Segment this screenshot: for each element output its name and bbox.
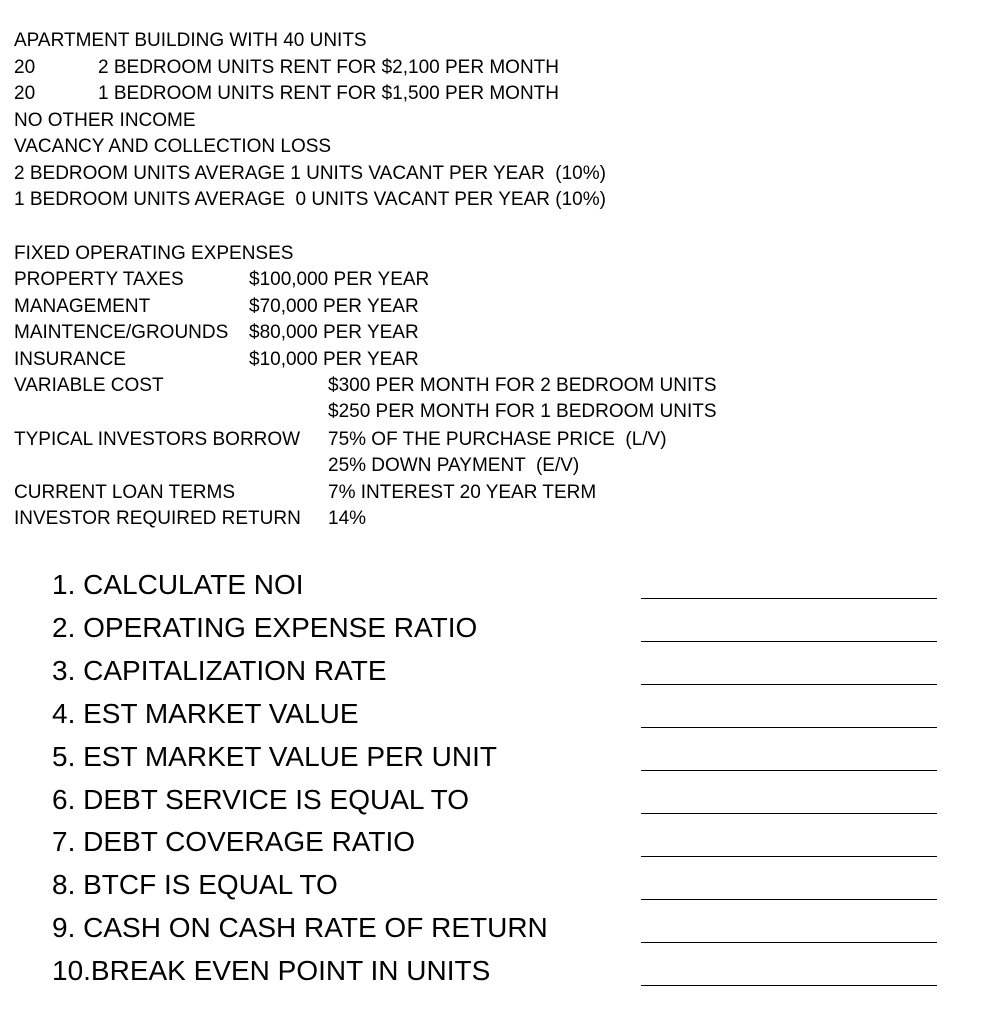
question-6: 6. DEBT SERVICE IS EQUAL TO [52,784,470,815]
vacancy-2br: 2 BEDROOM UNITS AVERAGE 1 UNITS VACANT PER YEAR (10%) [14,163,606,184]
answer-blank-2[interactable] [641,641,937,642]
answer-blank-1[interactable] [641,598,937,599]
variable-cost-label: VARIABLE COST [14,375,164,396]
answer-blank-5[interactable] [641,770,937,771]
unit-rent-2br: 2 BEDROOM UNITS RENT FOR $2,100 PER MONTH [98,57,560,78]
expense-value-maintenance: $80,000 PER YEAR [249,322,419,343]
variable-cost-2br: $300 PER MONTH FOR 2 BEDROOM UNITS [328,375,717,396]
question-8: 8. BTCF IS EQUAL TO [52,869,338,900]
unit-count-2br: 20 [14,57,36,78]
question-1: 1. CALCULATE NOI [52,569,304,600]
expense-label-insurance: INSURANCE [14,349,126,370]
variable-cost-1br: $250 PER MONTH FOR 1 BEDROOM UNITS [328,401,717,422]
document-title: APARTMENT BUILDING WITH 40 UNITS [14,30,367,51]
vacancy-heading: VACANCY AND COLLECTION LOSS [14,136,332,157]
required-return-label: INVESTOR REQUIRED RETURN [14,508,301,529]
question-9: 9. CASH ON CASH RATE OF RETURN [52,912,548,943]
unit-rent-1br: 1 BEDROOM UNITS RENT FOR $1,500 PER MONTH [98,83,560,104]
loan-terms-value: 7% INTEREST 20 YEAR TERM [328,482,597,503]
required-return-value: 14% [328,508,367,529]
answer-blank-8[interactable] [641,899,937,900]
expense-value-management: $70,000 PER YEAR [249,296,419,317]
answer-blank-9[interactable] [641,942,937,943]
answer-blank-4[interactable] [641,727,937,728]
unit-count-1br: 20 [14,83,36,104]
expense-value-insurance: $10,000 PER YEAR [249,349,419,370]
borrow-label: TYPICAL INVESTORS BORROW [14,429,301,450]
borrow-equity-to-value: 25% DOWN PAYMENT (E/V) [328,455,580,476]
vacancy-1br: 1 BEDROOM UNITS AVERAGE 0 UNITS VACANT PER YEAR (10%) [14,189,606,210]
loan-terms-label: CURRENT LOAN TERMS [14,482,235,503]
question-3: 3. CAPITALIZATION RATE [52,655,387,686]
expense-label-maintenance: MAINTENCE/GROUNDS [14,322,229,343]
question-4: 4. EST MARKET VALUE [52,698,359,729]
other-income: NO OTHER INCOME [14,110,196,131]
question-5: 5. EST MARKET VALUE PER UNIT [52,741,498,772]
answer-blank-3[interactable] [641,684,937,685]
answer-blank-6[interactable] [641,813,937,814]
question-7: 7. DEBT COVERAGE RATIO [52,826,416,857]
expense-label-management: MANAGEMENT [14,296,151,317]
expense-value-taxes: $100,000 PER YEAR [249,269,430,290]
answer-blank-10[interactable] [641,985,937,986]
fixed-expenses-heading: FIXED OPERATING EXPENSES [14,243,294,264]
answer-blank-7[interactable] [641,856,937,857]
question-10: 10.BREAK EVEN POINT IN UNITS [52,955,491,986]
borrow-loan-to-value: 75% OF THE PURCHASE PRICE (L/V) [328,429,667,450]
question-2: 2. OPERATING EXPENSE RATIO [52,612,478,643]
expense-label-taxes: PROPERTY TAXES [14,269,184,290]
